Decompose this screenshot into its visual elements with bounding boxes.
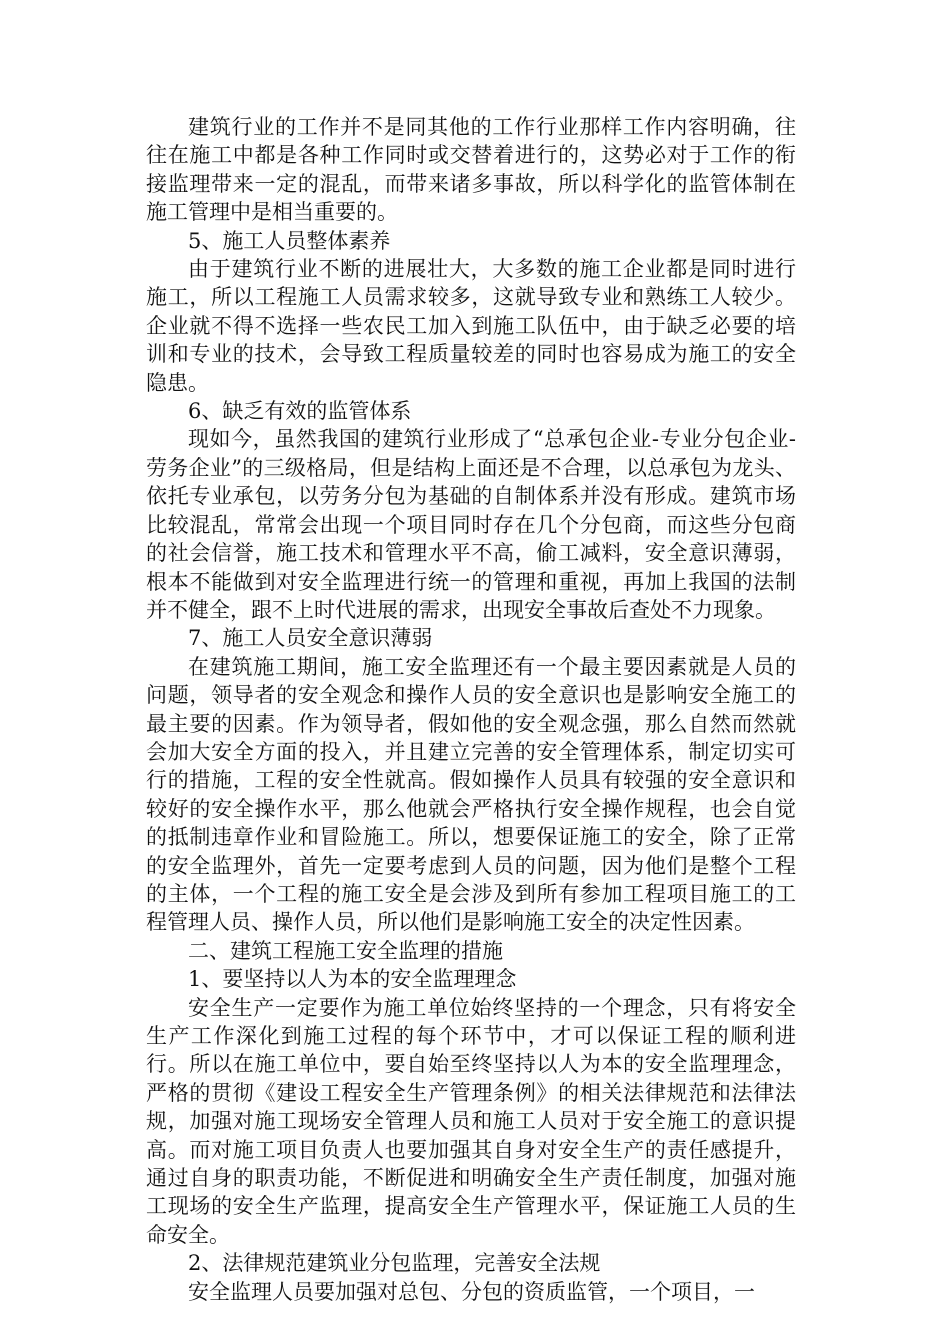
section-heading-5: 5、施工人员整体素养 bbox=[188, 228, 391, 253]
section-heading-7: 7、施工人员安全意识薄弱 bbox=[188, 626, 433, 651]
section-heading-measure-1: 1、要坚持以人为本的安全监理理念 bbox=[188, 967, 517, 992]
paragraph-supervision-system: 现如今，虽然我国的建筑行业形成了“总承包企业-专业分包企业-劳务企业”的三级格局，但是结构上面还是不合理，以总承包为龙头、依托专业承包，以劳务分包为基础的自制体系并没有形成。建筑市场比较混乱，常常会出现一个项目同时存在几个分包商，而这些分包商的社会信誉，施工技术和管理水平不高，偷工减料，安全意识薄弱，根本不能做到对安全监理进行统一的管理和重视，再加上我国的法制并不健全，跟不上时代进展的需求，出现安全事故后查处不力现象。 bbox=[146, 427, 796, 622]
paragraph-subcontract-supervision: 安全监理人员要加强对总包、分包的资质监管，一个项目，一 bbox=[188, 1279, 755, 1304]
chapter-heading-measures: 二、建筑工程施工安全监理的措施 bbox=[188, 938, 503, 963]
paragraph-worker-quality: 由于建筑行业不断的进展壮大，大多数的施工企业都是同时进行施工，所以工程施工人员需求较多，这就导致专业和熟练工人较少。企业就不得不选择一些农民工加入到施工队伍中，由于缺乏必要的培训和专业的技术，会导致工程质量较差的同时也容易成为施工的安全隐患。 bbox=[146, 257, 796, 395]
section-heading-measure-2: 2、法律规范建筑业分包监理，完善安全法规 bbox=[188, 1251, 601, 1276]
document-body bbox=[146, 113, 796, 1306]
section-heading-6: 6、缺乏有效的监管体系 bbox=[188, 399, 412, 424]
paragraph-intro: 建筑行业的工作并不是同其他的工作行业那样工作内容明确，往往在施工中都是各种工作同时或交替着进行的，这势必对于工作的衔接监理带来一定的混乱，而带来诸多事故，所以科学化的监管体制在施工管理中是相当重要的。 bbox=[146, 115, 796, 225]
paragraph-safety-awareness: 在建筑施工期间，施工安全监理还有一个最主要因素就是人员的问题，领导者的安全观念和操作人员的安全意识也是影响安全施工的最主要的因素。作为领导者，假如他的安全观念强，那么自然而然就会加大安全方面的投入，并且建立完善的安全管理体系，制定切实可行的措施，工程的安全性就高。假如操作人员具有较强的安全意识和较好的安全操作水平，那么他就会严格执行安全操作规程，也会自觉的抵制违章作业和冒险施工。所以，想要保证施工的安全，除了正常的安全监理外，首先一定要考虑到人员的问题，因为他们是整个工程的主体，一个工程的施工安全是会涉及到所有参加工程项目施工的工程管理人员、操作人员，所以他们是影响施工安全的决定性因素。 bbox=[146, 654, 796, 935]
paragraph-people-oriented: 安全生产一定要作为施工单位始终坚持的一个理念，只有将安全生产工作深化到施工过程的每个环节中，才可以保证工程的顺利进行。所以在施工单位中，要自始至终坚持以人为本的安全监理理念，严格的贯彻《建设工程安全生产管理条例》的相关法律规范和法律法规，加强对施工现场安全管理人员和施工人员对于安全施工的意识提高。而对施工项目负责人也要加强其自身对安全生产的责任感提升，通过自身的职责功能，不断促进和明确安全生产责任制度，加强对施工现场的安全生产监理，提高安全生产管理水平，保证施工人员的生命安全。 bbox=[146, 995, 796, 1247]
